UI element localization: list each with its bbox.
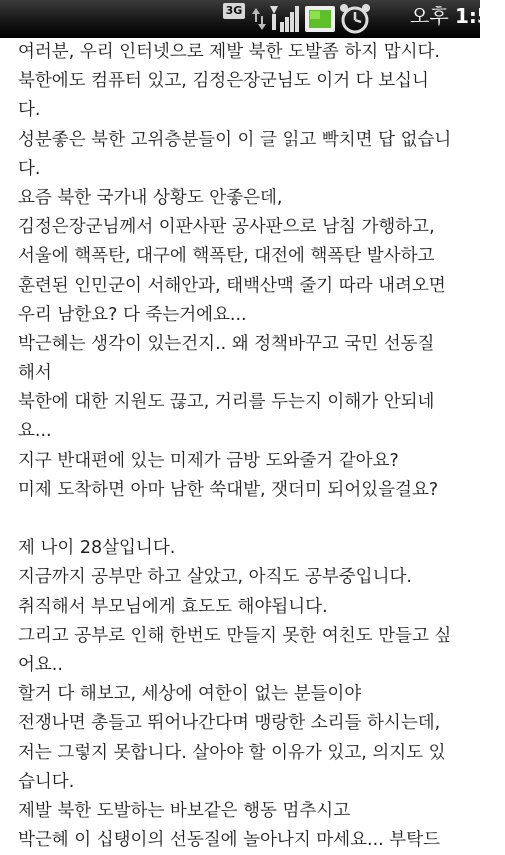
clock-time: 1:55 <box>455 4 505 28</box>
post-line: 지구 반대편에 있는 미제가 금방 도와줄거 같아요? <box>18 450 399 471</box>
post-line: 성분좋은 북한 고위층분들이 이 글 읽고 빡치면 답 없습니 <box>18 129 452 150</box>
post-line: 저는 그렇지 못합니다. 살아야 할 이유가 있고, 의지도 있 <box>18 742 446 763</box>
post-line: 김정은장군님께서 이판사판 공사판으로 남침 가행하고, <box>18 217 435 238</box>
post-line: 전쟁나면 총들고 뛰어나간다며 맹랑한 소리들 하시는데, <box>18 713 441 734</box>
clock <box>410 0 505 38</box>
post-line: 북한에도 컴퓨터 있고, 김정은장군님도 이거 다 보십니 <box>18 71 429 92</box>
post-line: 그리고 공부로 인해 한번도 만들지 못한 여친도 만들고 싶 <box>18 625 452 646</box>
post-line: 박근혜 이 십탱이의 선동질에 놀아나지 마세요... 부탁드 <box>18 830 440 851</box>
clock-ampm: 오후 <box>410 4 449 28</box>
post-line: 취직해서 부모님에게 효도도 해야됩니다. <box>18 596 328 617</box>
post-line: 훈련된 인민군이 서해안과, 태백산맥 줄기 따라 내려오면 <box>18 275 446 296</box>
post-line: 다. <box>18 100 41 121</box>
post-line: 요즘 북한 국가내 상황도 안좋은데, <box>18 187 283 208</box>
network-type-badge: 3G <box>223 3 245 19</box>
alarm-clock-icon <box>338 0 372 38</box>
battery-icon <box>304 0 336 38</box>
post-line: 지금까지 공부만 하고 살았고, 아직도 공부중입니다. <box>18 567 412 588</box>
status-bar <box>0 0 505 38</box>
post-line: 할거 다 해보고, 세상에 여한이 없는 분들이야 <box>18 684 362 705</box>
post-line: 다. <box>18 158 41 179</box>
post-line: 요... <box>18 421 52 442</box>
post-line: 북한에 대한 지원도 끊고, 거리를 두는지 이해가 안되네 <box>18 392 435 413</box>
post-line: 해서 <box>18 363 52 384</box>
post-line: 서울에 핵폭탄, 대구에 핵폭탄, 대전에 핵폭탄 발사하고 <box>18 246 435 267</box>
post-body[interactable] <box>18 38 478 851</box>
post-line: 미제 도착하면 아마 남한 쑥대밭, 잿더미 되어있을걸요? <box>18 479 439 500</box>
post-line: 제 나이 28살입니다. <box>18 538 176 559</box>
post-line: 우리 남한요? 다 죽는거에요... <box>18 304 247 325</box>
post-line: 어요.. <box>18 654 63 675</box>
post-line: 습니다. <box>18 771 75 792</box>
post-line: 박근혜는 생각이 있는건지.. 왜 정책바꾸고 국민 선동질 <box>18 333 435 354</box>
post-line: 제발 북한 도발하는 바보같은 행동 멈추시고 <box>18 800 351 821</box>
data-activity-icon <box>252 0 266 38</box>
post-line: 여러분, 우리 인터넷으로 제발 북한 도발좀 하지 맙시다. <box>18 42 440 62</box>
post-line <box>18 505 478 534</box>
signal-strength-icon <box>268 0 302 38</box>
